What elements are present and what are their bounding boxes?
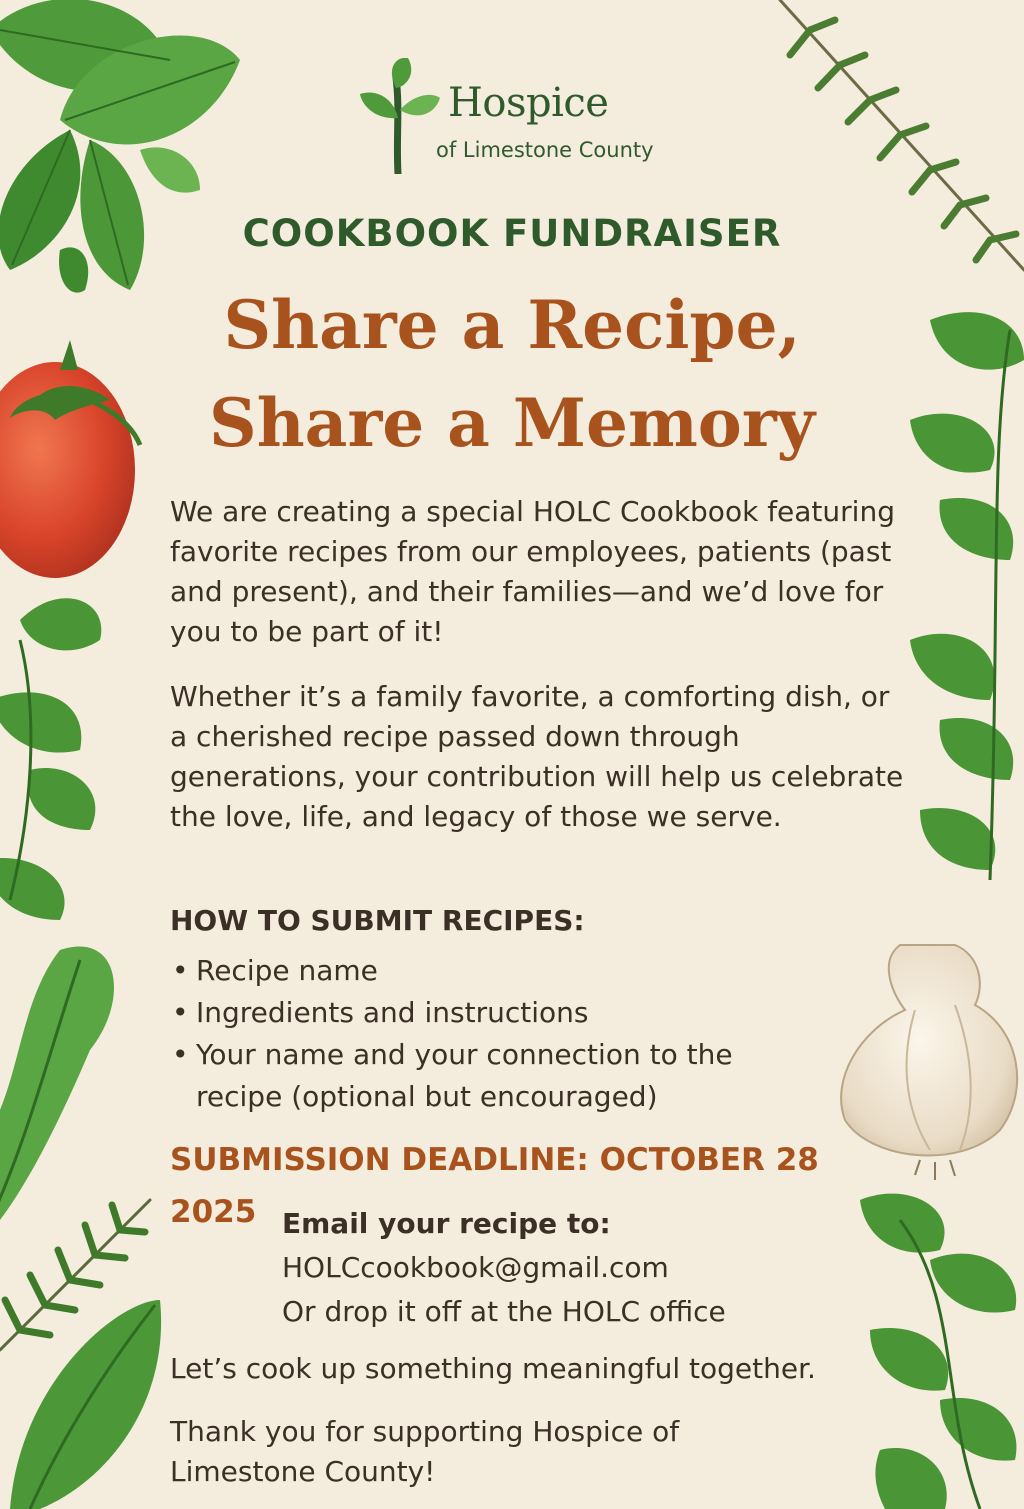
- list-item: [170, 1034, 810, 1118]
- submit-heading: HOW TO SUBMIT RECIPES:: [170, 904, 585, 937]
- submit-list: [170, 950, 810, 1118]
- hospice-logo: [356, 58, 696, 178]
- headline-line-1: Share a Recipe,: [223, 286, 801, 364]
- tomato-icon: [0, 340, 140, 578]
- thanks-line: Thank you for supporting Hospice of Limestone County!: [170, 1415, 680, 1488]
- parsley-icon: [0, 598, 101, 920]
- bullet-icon: •: [172, 1038, 189, 1071]
- eyebrow-title: COOKBOOK FUNDRAISER: [242, 212, 782, 255]
- garlic-icon: [841, 945, 1017, 1180]
- deadline-line-1: SUBMISSION DEADLINE: OCTOBER 28: [170, 1142, 819, 1178]
- closing-line: Let’s cook up something meaningful together.: [170, 1352, 816, 1385]
- arugula-leaf-icon: [0, 946, 114, 1220]
- list-item-text: Your name and your connection to the recipe (optional but encouraged): [196, 1038, 733, 1113]
- list-item-text: Ingredients and instructions: [196, 996, 589, 1029]
- bullet-icon: •: [172, 954, 189, 987]
- contact-lead: Email your recipe to:: [282, 1207, 611, 1240]
- logo-subtitle: of Limestone County: [436, 138, 654, 162]
- intro-paragraph-2: Whether it’s a family favorite, a comforting dish, or a cherished recipe passed down through generations, your contribution will help us celebrate the love, life, and legacy of those we serve.: [170, 680, 904, 833]
- logo-title: Hospice: [448, 80, 609, 126]
- list-item: [170, 992, 810, 1034]
- sprout-icon: [356, 58, 442, 174]
- headline-line-2: Share a Memory: [209, 384, 815, 462]
- intro-paragraph-1: We are creating a special HOLC Cookbook featuring favorite recipes from our employees, patients (past and present), and their families—and we’d love for you to be part of it!: [170, 495, 895, 648]
- contact-block: [282, 1202, 726, 1334]
- bullet-icon: •: [172, 996, 189, 1029]
- contact-email-link[interactable]: HOLCcookbook@gmail.com: [282, 1251, 669, 1284]
- list-item-text: Recipe name: [196, 954, 378, 987]
- contact-alternative: Or drop it off at the HOLC office: [282, 1295, 726, 1328]
- deadline-line-2: 2025: [170, 1194, 257, 1230]
- list-item: [170, 950, 810, 992]
